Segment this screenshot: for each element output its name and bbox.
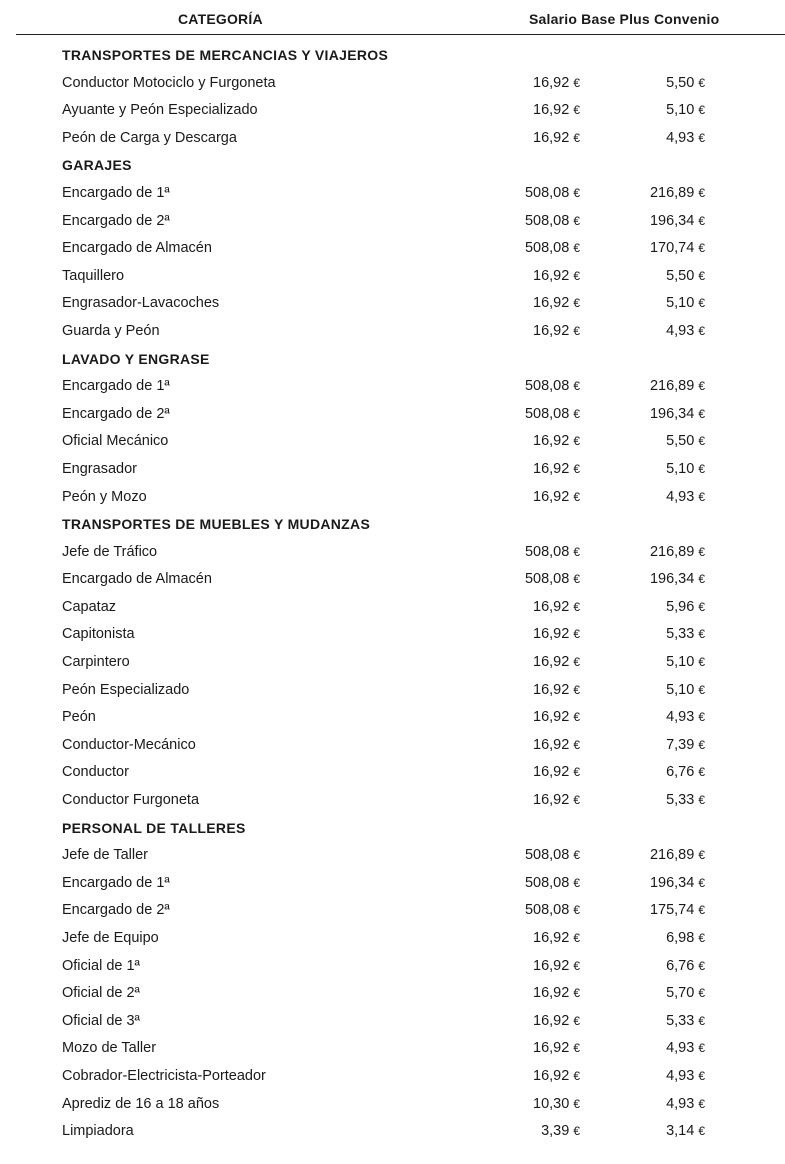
euro-symbol: €: [698, 627, 705, 642]
salario-base-value: 16,92: [533, 598, 570, 615]
table-row: [0, 489, 785, 517]
plus-convenio-cell: [650, 544, 705, 560]
column-header-salario: Salario Base Plus Convenio: [529, 11, 720, 27]
table-row: [0, 571, 785, 599]
euro-symbol: €: [573, 737, 580, 752]
table-row: [0, 213, 785, 241]
euro-symbol: €: [698, 434, 705, 449]
salario-base-value: 16,92: [533, 764, 570, 781]
category-label: Aprediz de 16 a 18 años: [62, 1095, 220, 1112]
plus-convenio-cell: [650, 571, 705, 587]
salario-base-value: 508,08: [524, 240, 570, 257]
euro-symbol: €: [698, 682, 705, 697]
category-label: Jefe de Equipo: [62, 930, 159, 946]
plus-convenio-cell: [666, 985, 705, 1001]
category-label: Capataz: [62, 598, 117, 615]
category-label: Oficial de 3ª: [62, 1012, 140, 1029]
table-row: [0, 323, 785, 351]
salario-base-cell: [525, 847, 580, 863]
salario-base-cell: [533, 1068, 580, 1084]
plus-convenio-value: 196,34: [649, 874, 695, 891]
section-heading: TRANSPORTES DE MUEBLES Y MUDANZAS: [62, 516, 371, 533]
table-row: [0, 792, 785, 820]
plus-convenio-value: 7,39: [666, 736, 695, 753]
category-label: Guarda y Peón: [62, 322, 160, 339]
category-label: Peón y Mozo: [62, 488, 147, 505]
salario-base-value: 16,92: [533, 985, 570, 1002]
salario-base-cell: [525, 185, 580, 201]
section-heading-row: [0, 516, 785, 544]
section-heading: LAVADO Y ENGRASE: [62, 350, 210, 367]
plus-convenio-cell: [666, 1040, 705, 1056]
section-heading: TRANSPORTES DE MERCANCIAS Y VIAJEROS: [62, 47, 389, 63]
euro-symbol: €: [698, 1013, 705, 1028]
euro-symbol: €: [698, 185, 705, 200]
salario-base-cell: [533, 295, 580, 311]
euro-symbol: €: [698, 1124, 705, 1139]
table-row: [0, 185, 785, 213]
category-label: Peón de Carga y Descarga: [62, 129, 237, 146]
table-row: [0, 1013, 785, 1041]
salario-base-value: 16,92: [533, 102, 570, 119]
table-row: [0, 1068, 785, 1096]
salario-base-cell: [533, 737, 580, 753]
salario-base-value: 16,92: [533, 1012, 570, 1029]
plus-convenio-cell: [666, 599, 705, 615]
plus-convenio-cell: [666, 682, 705, 698]
euro-symbol: €: [698, 737, 705, 752]
salario-base-cell: [525, 378, 580, 394]
category-label: Capitonista: [62, 626, 135, 643]
salario-base-value: 508,08: [524, 874, 570, 891]
salario-base-cell: [533, 323, 580, 339]
salario-base-value: 16,92: [533, 433, 570, 450]
salario-base-cell: [533, 792, 580, 808]
euro-symbol: €: [573, 461, 580, 476]
euro-symbol: €: [698, 406, 705, 421]
plus-convenio-value: 6,76: [666, 957, 695, 974]
plus-convenio-value: 5,10: [666, 654, 695, 671]
euro-symbol: €: [573, 655, 580, 670]
salario-base-cell: [533, 268, 580, 284]
table-row: [0, 268, 785, 296]
plus-convenio-value: 4,93: [666, 488, 695, 505]
table-row: [0, 930, 785, 958]
euro-symbol: €: [698, 296, 705, 311]
salario-base-value: 508,08: [524, 847, 570, 864]
euro-symbol: €: [573, 1013, 580, 1028]
plus-convenio-value: 6,76: [666, 764, 695, 781]
euro-symbol: €: [698, 489, 705, 504]
plus-convenio-cell: [666, 654, 705, 670]
plus-convenio-cell: [650, 185, 705, 201]
euro-symbol: €: [573, 931, 580, 945]
category-label: Oficial de 2ª: [62, 985, 140, 1002]
salario-base-value: 16,92: [533, 681, 570, 698]
table-row: [0, 626, 785, 654]
salario-base-value: 16,92: [533, 460, 570, 477]
salario-base-value: 16,92: [533, 74, 570, 91]
euro-symbol: €: [573, 958, 580, 973]
salario-base-value: 508,08: [524, 405, 570, 422]
euro-symbol: €: [573, 710, 580, 725]
euro-symbol: €: [573, 682, 580, 697]
salario-base-value: 16,92: [533, 267, 570, 284]
table-row: [0, 378, 785, 406]
plus-convenio-cell: [666, 489, 705, 505]
plus-convenio-cell: [666, 1013, 705, 1029]
plus-convenio-cell: [666, 930, 705, 946]
category-label: Mozo de Taller: [62, 1040, 157, 1057]
category-label: Conductor Furgoneta: [62, 792, 200, 809]
section-heading-row: [0, 157, 785, 185]
salario-base-value: 508,08: [524, 902, 570, 919]
euro-symbol: €: [698, 130, 705, 145]
euro-symbol: €: [698, 1068, 705, 1083]
category-label: Encargado de Almacén: [62, 571, 212, 588]
table-row: [0, 433, 785, 461]
euro-symbol: €: [573, 599, 580, 614]
salario-base-value: 16,92: [533, 930, 570, 946]
salario-base-cell: [533, 958, 580, 974]
table-row: [0, 875, 785, 903]
euro-symbol: €: [698, 765, 705, 780]
section-heading: GARAJES: [62, 157, 132, 174]
table-row: [0, 958, 785, 986]
plus-convenio-value: 5,33: [666, 626, 695, 643]
euro-symbol: €: [573, 1041, 580, 1056]
plus-convenio-value: 4,93: [666, 322, 695, 339]
table-header: [0, 0, 785, 36]
category-label: Ayuante y Peón Especializado: [62, 102, 258, 119]
salario-base-cell: [533, 433, 580, 449]
salario-base-cell: [533, 682, 580, 698]
category-label: Carpintero: [62, 654, 130, 671]
euro-symbol: €: [573, 434, 580, 449]
category-label: Conductor: [62, 764, 129, 781]
salario-base-cell: [533, 1096, 580, 1112]
category-label: Encargado de 2ª: [62, 212, 170, 229]
euro-symbol: €: [573, 130, 580, 145]
section-heading-row: [0, 820, 785, 848]
plus-convenio-value: 4,93: [666, 709, 695, 726]
table-row: [0, 130, 785, 158]
euro-symbol: €: [573, 1124, 580, 1139]
salario-base-value: 16,92: [533, 1067, 570, 1084]
euro-symbol: €: [573, 1096, 580, 1111]
euro-symbol: €: [698, 958, 705, 973]
salary-table: [0, 47, 785, 1151]
table-row: [0, 985, 785, 1013]
plus-convenio-cell: [666, 130, 705, 146]
euro-symbol: €: [573, 75, 580, 90]
plus-convenio-value: 196,34: [649, 212, 695, 229]
plus-convenio-cell: [666, 323, 705, 339]
euro-symbol: €: [698, 213, 705, 228]
salario-base-value: 16,92: [533, 792, 570, 809]
salario-base-cell: [533, 709, 580, 725]
table-row: [0, 902, 785, 930]
salario-base-cell: [533, 764, 580, 780]
euro-symbol: €: [698, 268, 705, 283]
euro-symbol: €: [573, 875, 580, 890]
plus-convenio-value: 5,50: [666, 433, 695, 450]
plus-convenio-value: 5,70: [666, 985, 695, 1002]
plus-convenio-value: 5,10: [666, 295, 695, 312]
euro-symbol: €: [573, 627, 580, 642]
plus-convenio-value: 170,74: [649, 240, 695, 257]
salario-base-cell: [525, 571, 580, 587]
euro-symbol: €: [573, 489, 580, 504]
plus-convenio-cell: [666, 626, 705, 642]
table-row: [0, 75, 785, 103]
salario-base-cell: [533, 1013, 580, 1029]
salario-base-value: 10,30: [533, 1095, 570, 1112]
category-label: Peón Especializado: [62, 681, 190, 698]
salario-base-cell: [533, 626, 580, 642]
euro-symbol: €: [698, 931, 705, 945]
plus-convenio-value: 196,34: [649, 571, 695, 588]
salario-base-cell: [525, 213, 580, 229]
euro-symbol: €: [573, 986, 580, 1001]
plus-convenio-cell: [666, 268, 705, 284]
table-row: [0, 599, 785, 627]
euro-symbol: €: [573, 213, 580, 228]
category-label: Jefe de Taller: [62, 847, 148, 864]
salario-base-value: 508,08: [524, 378, 570, 395]
table-row: [0, 295, 785, 323]
salario-base-cell: [533, 599, 580, 615]
euro-symbol: €: [573, 572, 580, 587]
plus-convenio-value: 216,89: [649, 847, 695, 864]
euro-symbol: €: [698, 986, 705, 1001]
euro-symbol: €: [573, 1068, 580, 1083]
salario-base-cell: [533, 985, 580, 1001]
euro-symbol: €: [573, 379, 580, 394]
salario-base-value: 508,08: [524, 571, 570, 588]
salario-base-cell: [525, 544, 580, 560]
euro-symbol: €: [573, 185, 580, 200]
plus-convenio-value: 4,93: [666, 1040, 695, 1057]
euro-symbol: €: [573, 103, 580, 118]
salario-base-value: 16,92: [533, 957, 570, 974]
salario-base-value: 508,08: [524, 212, 570, 229]
salario-base-value: 508,08: [524, 184, 570, 201]
plus-convenio-value: 4,93: [666, 129, 695, 146]
category-label: Limpiadora: [62, 1123, 134, 1140]
euro-symbol: €: [698, 572, 705, 587]
euro-symbol: €: [698, 1096, 705, 1111]
header-divider: [16, 34, 785, 35]
salario-base-cell: [533, 461, 580, 477]
salario-base-cell: [533, 102, 580, 118]
euro-symbol: €: [698, 655, 705, 670]
euro-symbol: €: [698, 461, 705, 476]
plus-convenio-value: 6,98: [666, 930, 695, 946]
category-label: Peón: [62, 709, 96, 726]
table-row: [0, 654, 785, 682]
category-label: Encargado de 2ª: [62, 902, 170, 919]
category-label: Conductor Motociclo y Furgoneta: [62, 74, 276, 91]
salario-base-cell: [533, 75, 580, 91]
category-label: Conductor-Mecánico: [62, 736, 196, 753]
euro-symbol: €: [698, 599, 705, 614]
table-row: [0, 240, 785, 268]
euro-symbol: €: [698, 1041, 705, 1056]
euro-symbol: €: [573, 903, 580, 918]
table-row: [0, 1123, 785, 1151]
plus-convenio-value: 5,33: [666, 792, 695, 809]
section-heading-row: [0, 47, 785, 75]
salario-base-cell: [525, 406, 580, 422]
plus-convenio-cell: [666, 792, 705, 808]
salario-base-value: 16,92: [533, 129, 570, 146]
salario-base-cell: [541, 1123, 580, 1139]
category-label: Jefe de Tráfico: [62, 543, 158, 560]
category-label: Cobrador-Electricista-Porteador: [62, 1067, 266, 1084]
table-row: [0, 1040, 785, 1068]
salario-base-cell: [533, 130, 580, 146]
plus-convenio-cell: [666, 958, 705, 974]
salario-base-value: 508,08: [524, 543, 570, 560]
category-label: Encargado de 1ª: [62, 184, 170, 201]
plus-convenio-value: 196,34: [649, 405, 695, 422]
euro-symbol: €: [698, 323, 705, 338]
euro-symbol: €: [573, 241, 580, 256]
euro-symbol: €: [698, 848, 705, 863]
euro-symbol: €: [573, 848, 580, 863]
plus-convenio-value: 5,50: [666, 267, 695, 284]
table-row: [0, 764, 785, 792]
salario-base-cell: [533, 1040, 580, 1056]
euro-symbol: €: [698, 241, 705, 256]
plus-convenio-value: 216,89: [649, 378, 695, 395]
salario-base-value: 16,92: [533, 1040, 570, 1057]
category-label: Oficial de 1ª: [62, 957, 140, 974]
salario-base-value: 16,92: [533, 654, 570, 671]
plus-convenio-value: 5,10: [666, 102, 695, 119]
salario-base-cell: [525, 875, 580, 891]
salario-base-cell: [525, 240, 580, 256]
euro-symbol: €: [573, 793, 580, 808]
euro-symbol: €: [573, 765, 580, 780]
table-row: [0, 847, 785, 875]
plus-convenio-cell: [650, 213, 705, 229]
salario-base-value: 16,92: [533, 709, 570, 726]
plus-convenio-value: 5,33: [666, 1012, 695, 1029]
plus-convenio-cell: [650, 378, 705, 394]
plus-convenio-value: 5,50: [666, 74, 695, 91]
salario-base-value: 16,92: [533, 626, 570, 643]
euro-symbol: €: [698, 103, 705, 118]
plus-convenio-cell: [666, 433, 705, 449]
category-label: Encargado de Almacén: [62, 240, 212, 257]
category-label: Engrasador-Lavacoches: [62, 295, 220, 312]
salario-base-value: 16,92: [533, 295, 570, 312]
table-row: [0, 1096, 785, 1124]
category-label: Encargado de 2ª: [62, 405, 170, 422]
euro-symbol: €: [698, 379, 705, 394]
plus-convenio-cell: [666, 1096, 705, 1112]
plus-convenio-value: 5,10: [666, 681, 695, 698]
plus-convenio-cell: [666, 709, 705, 725]
plus-convenio-cell: [650, 240, 705, 256]
plus-convenio-value: 3,14: [666, 1123, 695, 1140]
euro-symbol: €: [573, 323, 580, 338]
column-header-categoria: CATEGORÍA: [178, 11, 263, 27]
euro-symbol: €: [698, 793, 705, 808]
plus-convenio-cell: [650, 875, 705, 891]
salario-base-cell: [533, 930, 580, 946]
plus-convenio-value: 5,96: [666, 598, 695, 615]
salario-base-value: 16,92: [533, 736, 570, 753]
salario-base-value: 3,39: [541, 1123, 570, 1140]
section-heading-row: [0, 351, 785, 379]
euro-symbol: €: [698, 710, 705, 725]
plus-convenio-value: 175,74: [649, 902, 695, 919]
table-row: [0, 461, 785, 489]
plus-convenio-cell: [666, 461, 705, 477]
salario-base-cell: [533, 654, 580, 670]
plus-convenio-value: 4,93: [666, 1095, 695, 1112]
table-row: [0, 709, 785, 737]
salario-base-value: 16,92: [533, 322, 570, 339]
euro-symbol: €: [698, 903, 705, 918]
plus-convenio-cell: [666, 75, 705, 91]
table-row: [0, 737, 785, 765]
plus-convenio-cell: [650, 902, 705, 918]
euro-symbol: €: [573, 268, 580, 283]
table-row: [0, 544, 785, 572]
salario-base-cell: [525, 902, 580, 918]
plus-convenio-value: 4,93: [666, 1067, 695, 1084]
euro-symbol: €: [698, 75, 705, 90]
table-row: [0, 406, 785, 434]
plus-convenio-value: 216,89: [649, 543, 695, 560]
plus-convenio-cell: [666, 764, 705, 780]
plus-convenio-cell: [650, 847, 705, 863]
plus-convenio-cell: [666, 1068, 705, 1084]
plus-convenio-value: 5,10: [666, 460, 695, 477]
plus-convenio-cell: [666, 1123, 705, 1139]
salario-base-value: 16,92: [533, 488, 570, 505]
plus-convenio-cell: [666, 102, 705, 118]
table-row: [0, 102, 785, 130]
category-label: Encargado de 1ª: [62, 378, 170, 395]
euro-symbol: €: [698, 875, 705, 890]
salario-base-cell: [533, 489, 580, 505]
plus-convenio-cell: [650, 406, 705, 422]
plus-convenio-cell: [666, 295, 705, 311]
category-label: Encargado de 1ª: [62, 874, 170, 891]
section-heading: PERSONAL DE TALLERES: [62, 819, 246, 836]
category-label: Taquillero: [62, 267, 125, 284]
plus-convenio-cell: [666, 737, 705, 753]
category-label: Engrasador: [62, 460, 137, 477]
euro-symbol: €: [573, 544, 580, 559]
category-label: Oficial Mecánico: [62, 433, 169, 450]
euro-symbol: €: [573, 296, 580, 311]
plus-convenio-value: 216,89: [649, 184, 695, 201]
table-row: [0, 682, 785, 710]
euro-symbol: €: [573, 406, 580, 421]
euro-symbol: €: [698, 544, 705, 559]
